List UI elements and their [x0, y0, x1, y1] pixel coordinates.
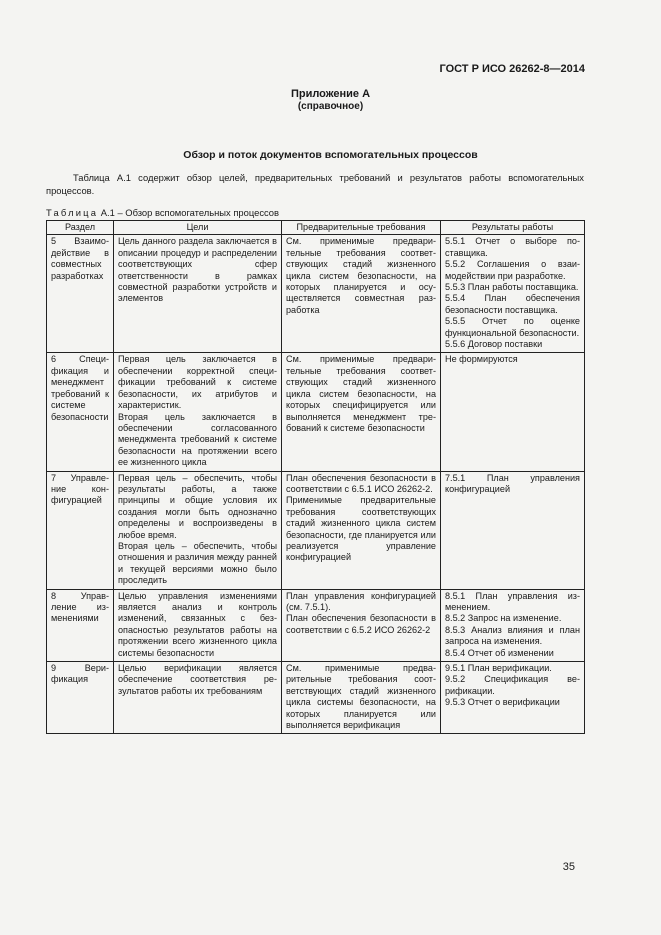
- prerequisites-cell: [282, 235, 441, 353]
- cell-paragraph: 5.5.1 Отчет о выборе поставщика.: [445, 236, 580, 258]
- cell-paragraph: Вторая цель заключается в обеспечении согласованного менеджмента требований к системе безопасности на протяжении всего ее жизненного цикла: [118, 411, 277, 468]
- goals-cell: [114, 589, 282, 661]
- goals-cell: [114, 353, 282, 471]
- cell-paragraph: 9.5.2 Спецификация верификации.: [445, 674, 580, 696]
- prerequisites-cell: [282, 589, 441, 661]
- column-header: Раздел: [47, 221, 114, 235]
- appendix-subtitle: (справочное): [297, 101, 364, 112]
- processes-table: [46, 220, 585, 734]
- cell-paragraph: 5.5.6 Договор поставки: [445, 339, 543, 350]
- cell-paragraph: 8.5.2 Запрос на изменение.: [445, 613, 562, 624]
- cell-paragraph: 7.5.1 План управления конфигурацией: [445, 472, 580, 494]
- cell-paragraph: См. применимые предварительные требования соответствующих стадий жизненного цикла систем безопасности, на которых планируется и осуществляется совместная разработка: [286, 236, 436, 315]
- results-cell: [441, 235, 585, 353]
- section-cell: [47, 235, 114, 353]
- standard-number: ГОСТ Р ИСО 26262-8—2014: [439, 63, 585, 75]
- table-caption-label: Таблица: [46, 207, 99, 218]
- section-cell: [47, 662, 114, 734]
- table-row: [47, 471, 585, 589]
- goals-cell: [114, 662, 282, 734]
- cell-paragraph: Первая цель – обеспечить, чтобы результаты работы, а также принципы и общие условия их создания могли быть однозначно определены и воспроизведены в любое время.: [118, 472, 277, 540]
- section-cell: [47, 471, 114, 589]
- cell-paragraph: Вторая цель – обеспечить, чтобы отношения и различия между ранней и текущей версиями можно было проследить: [118, 540, 277, 586]
- cell-paragraph: Цель данного раздела заключается в описании процедур и распределении соответствующих сфер ответственности в рамках совместной разработки устройств и элементов: [118, 236, 277, 304]
- section-cell: [47, 353, 114, 471]
- results-cell: [441, 589, 585, 661]
- cell-paragraph: 5.5.4 План обеспечения безопасности поставщика.: [445, 293, 580, 315]
- goals-cell: [114, 235, 282, 353]
- section-cell: [47, 589, 114, 661]
- column-header: Цели: [114, 221, 282, 235]
- cell-paragraph: 5.5.3 План работы поставщика.: [445, 282, 579, 293]
- cell-paragraph: См. применимые предварительные требования соответствующих стадий жизненного цикла системы безопасности, на которых планируется или выполняется верификация: [286, 663, 436, 731]
- results-cell: [441, 353, 585, 471]
- cell-paragraph: Первая цель заключается в обеспечении корректной спецификации требований к системе безопасности, их атрибутов и характеристик.: [118, 354, 277, 411]
- prerequisites-cell: [282, 353, 441, 471]
- cell-paragraph: Не формируются: [445, 354, 518, 365]
- table-caption-text: А.1 – Обзор вспомогательных процессов: [98, 207, 279, 218]
- table-caption: [46, 207, 279, 218]
- cell-paragraph: 5 Взаимодействие в совместных разработках: [51, 236, 109, 281]
- prerequisites-cell: [282, 471, 441, 589]
- cell-paragraph: Применимые предварительные требования соответствующих стадий жизненного цикла систем безопасности, где планируется или реализуется управление конфигурацией: [286, 495, 436, 563]
- cell-paragraph: План обеспечения безопасности в соответствии с 6.5.2 ИСО 26262-2: [286, 613, 436, 635]
- cell-paragraph: Целью управления изменениями является анализ и контроль изменений, связанных с безопасностью результатов работы на протяжении всего жизненного цикла системы безопасности: [118, 590, 277, 658]
- table-row: [47, 662, 585, 734]
- cell-paragraph: План управления конфигурацией (см. 7.5.1).: [286, 590, 436, 612]
- goals-cell: [114, 471, 282, 589]
- cell-paragraph: 5.5.2 Соглашения о взаимодействии при разработке.: [445, 259, 580, 281]
- appendix-title: Приложение А: [290, 88, 371, 100]
- cell-paragraph: 8.5.3 Анализ влияния и план запроса на изменения.: [445, 624, 580, 647]
- table-row: [47, 235, 585, 353]
- column-header: Предварительные требования: [282, 221, 441, 235]
- cell-paragraph: План обеспечения безопасности в соответствии с 6.5.1 ИСО 26262-2.: [286, 472, 436, 494]
- table-row: [47, 353, 585, 471]
- column-header: Результаты работы: [441, 221, 585, 235]
- cell-paragraph: Целью верификации является обеспечение соответствия результатов работы их требованиям: [118, 663, 277, 696]
- cell-paragraph: 6 Спецификация и менеджмент требований к системе безопасности: [51, 354, 109, 422]
- section-heading: Обзор и поток документов вспомогательных процессов: [183, 149, 478, 161]
- table-row: [47, 589, 585, 661]
- cell-paragraph: 8.5.1 План управления изменением.: [445, 590, 580, 612]
- intro-paragraph: Таблица А.1 содержит обзор целей, предварительных требований и результатов работы вспомогательных процессов.: [46, 172, 584, 196]
- prerequisites-cell: [282, 662, 441, 734]
- cell-paragraph: 7 Управление конфигурацией: [51, 472, 109, 506]
- cell-paragraph: 8 Управление изменениями: [51, 590, 109, 624]
- cell-paragraph: 8.5.4 Отчет об изменении: [445, 647, 554, 658]
- cell-paragraph: 9.5.3 Отчет о верификации: [445, 697, 560, 708]
- results-cell: [441, 662, 585, 734]
- results-cell: [441, 471, 585, 589]
- cell-paragraph: 9 Верификация: [51, 663, 109, 685]
- cell-paragraph: 5.5.5 Отчет по оценке функциональной безопасности.: [445, 316, 580, 338]
- cell-paragraph: См. применимые предварительные требования соответствующих стадий жизненного цикла систем безопасности, на которых специфицируется или выполняется менеджмент требований к системе безопасности: [286, 354, 436, 433]
- table-header-row: [47, 221, 585, 235]
- page-number: 35: [562, 861, 575, 873]
- cell-paragraph: 9.5.1 План верификации.: [445, 663, 552, 674]
